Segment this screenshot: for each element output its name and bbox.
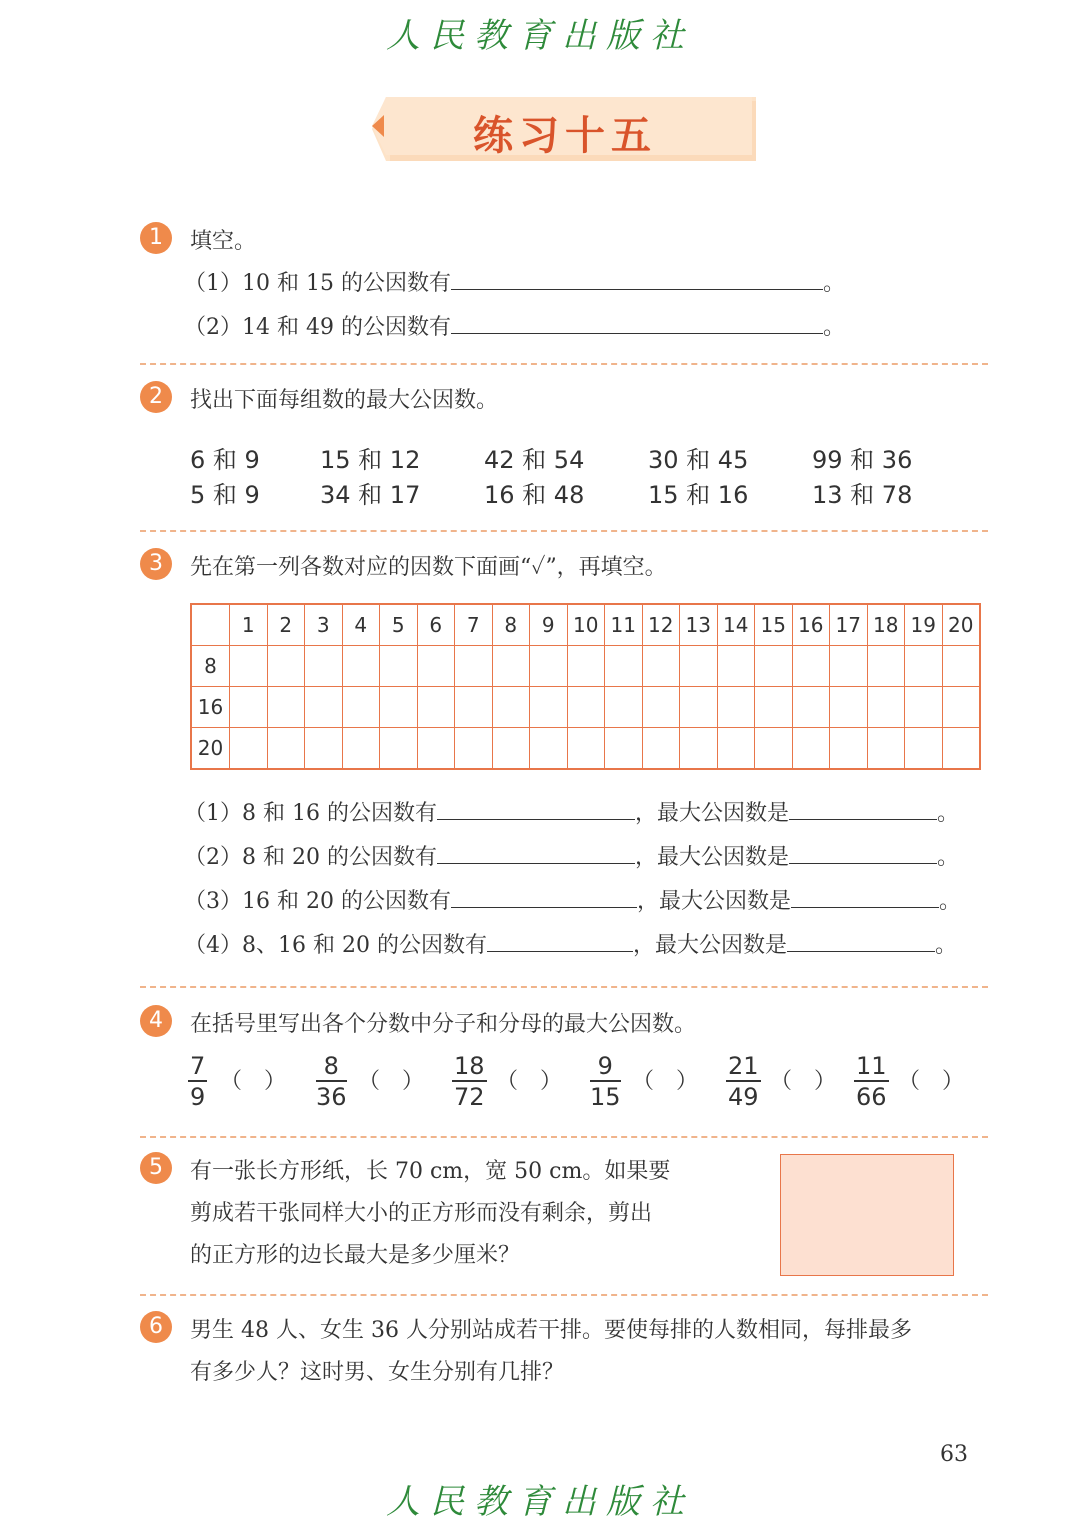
table-row-label: 8: [191, 646, 230, 687]
pair-item: 16 和 48: [484, 481, 585, 509]
table-cell[interactable]: [492, 687, 530, 728]
table-row-label: 20: [191, 728, 230, 770]
table-row: [191, 687, 980, 728]
pair-item: 30 和 45: [648, 446, 749, 474]
pair-item: 6 和 9: [190, 446, 260, 474]
table-header-row: [191, 604, 980, 646]
pair-item: 99 和 36: [812, 446, 913, 474]
question-number-4: 4: [140, 1005, 172, 1037]
answer-paren[interactable]: （ ）: [358, 1069, 425, 1094]
table-header-cell: 10: [567, 604, 605, 646]
answer-blank[interactable]: [437, 801, 635, 820]
table-cell[interactable]: [230, 687, 268, 728]
answer-paren[interactable]: （ ）: [898, 1069, 965, 1094]
table-header-cell: 18: [867, 604, 905, 646]
section-divider: [140, 363, 988, 365]
answer-paren[interactable]: （ ）: [496, 1069, 563, 1094]
answer-blank[interactable]: [789, 845, 937, 864]
table-header-cell: 3: [305, 604, 343, 646]
table-cell[interactable]: [642, 646, 680, 687]
publisher-logo: 人民教育出版社: [386, 16, 694, 56]
q3-item-2: （2）8 和 20 的公因数有 ，最大公因数是 。: [184, 845, 959, 870]
table-cell[interactable]: [342, 646, 380, 687]
table-cell[interactable]: [717, 687, 755, 728]
table-cell[interactable]: [905, 687, 943, 728]
q5-line-3: 的正方形的边长最大是多少厘米？: [190, 1243, 521, 1268]
q3-prompt: 先在第一列各数对应的因数下面画“✓”，再填空。: [190, 555, 667, 580]
table-cell[interactable]: [605, 687, 643, 728]
table-cell[interactable]: [380, 646, 418, 687]
table-header-cell: 13: [680, 604, 718, 646]
table-row: [191, 646, 980, 687]
section-divider: [140, 530, 988, 532]
pair-item: 42 和 54: [484, 446, 585, 474]
page-number: 63: [940, 1442, 968, 1467]
answer-paren[interactable]: （ ）: [220, 1069, 287, 1094]
answer-blank[interactable]: [487, 933, 633, 952]
factor-table: [190, 603, 981, 770]
page-title: 练习十五: [473, 112, 657, 159]
table-header-cell: 20: [942, 604, 980, 646]
table-corner-cell: [191, 604, 230, 646]
answer-paren[interactable]: （ ）: [770, 1069, 837, 1094]
table-header-cell: 11: [605, 604, 643, 646]
table-cell[interactable]: [492, 646, 530, 687]
table-header-cell: 16: [792, 604, 830, 646]
table-cell[interactable]: [755, 646, 793, 687]
table-row-label: 16: [191, 687, 230, 728]
section-divider: [140, 986, 988, 988]
table-cell[interactable]: [717, 646, 755, 687]
question-number-5: 5: [140, 1152, 172, 1184]
table-header-cell: 17: [830, 604, 868, 646]
table-cell[interactable]: [867, 687, 905, 728]
question-number-6: 6: [140, 1311, 172, 1343]
answer-blank[interactable]: [451, 315, 823, 334]
question-number-3: 3: [140, 548, 172, 580]
fraction: $\frac{21}{49}$: [728, 1052, 759, 1111]
table-cell[interactable]: [342, 728, 380, 770]
table-header-cell: 9: [530, 604, 568, 646]
table-cell[interactable]: [417, 687, 455, 728]
q2-prompt: 找出下面每组数的最大公因数。: [190, 388, 499, 413]
table-cell[interactable]: [530, 728, 568, 770]
fraction: $\frac{9}{15}$: [590, 1052, 621, 1111]
fraction: $\frac{8}{36}$: [316, 1052, 347, 1111]
table-cell[interactable]: [305, 728, 343, 770]
table-cell[interactable]: [267, 728, 305, 770]
section-divider: [140, 1136, 988, 1138]
q5-line-2: 剪成若干张同样大小的正方形而没有剩余，剪出: [190, 1201, 653, 1226]
table-cell[interactable]: [230, 728, 268, 770]
question-number-1: 1: [140, 222, 172, 254]
table-cell[interactable]: [867, 728, 905, 770]
q3-item-3: （3）16 和 20 的公因数有 ，最大公因数是 。: [184, 889, 961, 914]
table-cell[interactable]: [567, 687, 605, 728]
table-cell[interactable]: [942, 646, 980, 687]
table-cell[interactable]: [680, 646, 718, 687]
q4-prompt: 在括号里写出各个分数中分子和分母的最大公因数。: [190, 1012, 697, 1037]
table-cell[interactable]: [305, 646, 343, 687]
pair-item: 15 和 12: [320, 446, 421, 474]
question-number-2: 2: [140, 381, 172, 413]
q6-line-1: 男生 48 人、女生 36 人分别站成若干排。要使每排的人数相同，每排最多: [190, 1318, 912, 1343]
fraction: $\frac{7}{9}$: [190, 1052, 206, 1111]
table-cell[interactable]: [567, 646, 605, 687]
table-header-cell: 6: [417, 604, 455, 646]
table-row: [191, 728, 980, 770]
table-cell[interactable]: [680, 687, 718, 728]
table-cell[interactable]: [792, 687, 830, 728]
table-cell[interactable]: [455, 728, 493, 770]
table-cell[interactable]: [830, 728, 868, 770]
table-cell[interactable]: [230, 646, 268, 687]
q1-item-2: （2）14 和 49 的公因数有 。: [184, 315, 845, 340]
q1-item-1: （1）10 和 15 的公因数有 。: [184, 271, 845, 296]
table-cell[interactable]: [492, 728, 530, 770]
answer-blank[interactable]: [789, 801, 937, 820]
answer-blank[interactable]: [787, 933, 935, 952]
table-cell[interactable]: [530, 646, 568, 687]
table-cell[interactable]: [792, 728, 830, 770]
table-header-cell: 2: [267, 604, 305, 646]
table-cell[interactable]: [642, 687, 680, 728]
table-cell[interactable]: [455, 646, 493, 687]
table-cell[interactable]: [605, 728, 643, 770]
table-cell[interactable]: [792, 646, 830, 687]
q3-item-4: （4）8、16 和 20 的公因数有 ，最大公因数是 。: [184, 933, 957, 958]
paper-rectangle-illustration: [780, 1154, 954, 1276]
table-cell[interactable]: [567, 728, 605, 770]
table-cell[interactable]: [642, 728, 680, 770]
table-cell[interactable]: [942, 728, 980, 770]
pair-item: 5 和 9: [190, 481, 260, 509]
table-cell[interactable]: [717, 728, 755, 770]
table-header-cell: 7: [455, 604, 493, 646]
table-cell[interactable]: [755, 728, 793, 770]
table-cell[interactable]: [942, 687, 980, 728]
section-divider: [140, 1294, 988, 1296]
publisher-logo-footer: 人民教育出版社: [386, 1482, 694, 1522]
table-header-cell: 15: [755, 604, 793, 646]
table-cell[interactable]: [342, 687, 380, 728]
table-cell[interactable]: [380, 728, 418, 770]
table-cell[interactable]: [305, 687, 343, 728]
pair-item: 34 和 17: [320, 481, 421, 509]
table-cell[interactable]: [680, 728, 718, 770]
table-header-cell: 4: [342, 604, 380, 646]
table-cell[interactable]: [417, 646, 455, 687]
table-cell[interactable]: [530, 687, 568, 728]
pair-item: 13 和 78: [812, 481, 913, 509]
table-header-cell: 1: [230, 604, 268, 646]
table-cell[interactable]: [417, 728, 455, 770]
answer-paren[interactable]: （ ）: [632, 1069, 699, 1094]
q3-item-1: （1）8 和 16 的公因数有 ，最大公因数是 。: [184, 801, 959, 826]
table-cell[interactable]: [830, 646, 868, 687]
table-header-cell: 14: [717, 604, 755, 646]
table-header-cell: 5: [380, 604, 418, 646]
table-cell[interactable]: [267, 646, 305, 687]
table-cell[interactable]: [867, 646, 905, 687]
table-cell[interactable]: [267, 687, 305, 728]
table-cell[interactable]: [605, 646, 643, 687]
fraction: $\frac{11}{66}$: [856, 1052, 887, 1111]
answer-blank[interactable]: [451, 889, 637, 908]
table-cell[interactable]: [905, 646, 943, 687]
answer-blank[interactable]: [437, 845, 635, 864]
answer-blank[interactable]: [451, 271, 823, 290]
answer-blank[interactable]: [791, 889, 939, 908]
table-header-cell: 19: [905, 604, 943, 646]
q6-line-2: 有多少人？这时男、女生分别有几排？: [190, 1360, 565, 1385]
table-header-cell: 8: [492, 604, 530, 646]
fraction: $\frac{18}{72}$: [454, 1052, 485, 1111]
table-cell[interactable]: [455, 687, 493, 728]
table-cell[interactable]: [905, 728, 943, 770]
table-header-cell: 12: [642, 604, 680, 646]
table-cell[interactable]: [830, 687, 868, 728]
table-cell[interactable]: [755, 687, 793, 728]
q1-prompt: 填空。: [190, 229, 257, 254]
pair-item: 15 和 16: [648, 481, 749, 509]
q5-line-1: 有一张长方形纸，长 70 cm，宽 50 cm。如果要: [190, 1159, 671, 1184]
table-cell[interactable]: [380, 687, 418, 728]
